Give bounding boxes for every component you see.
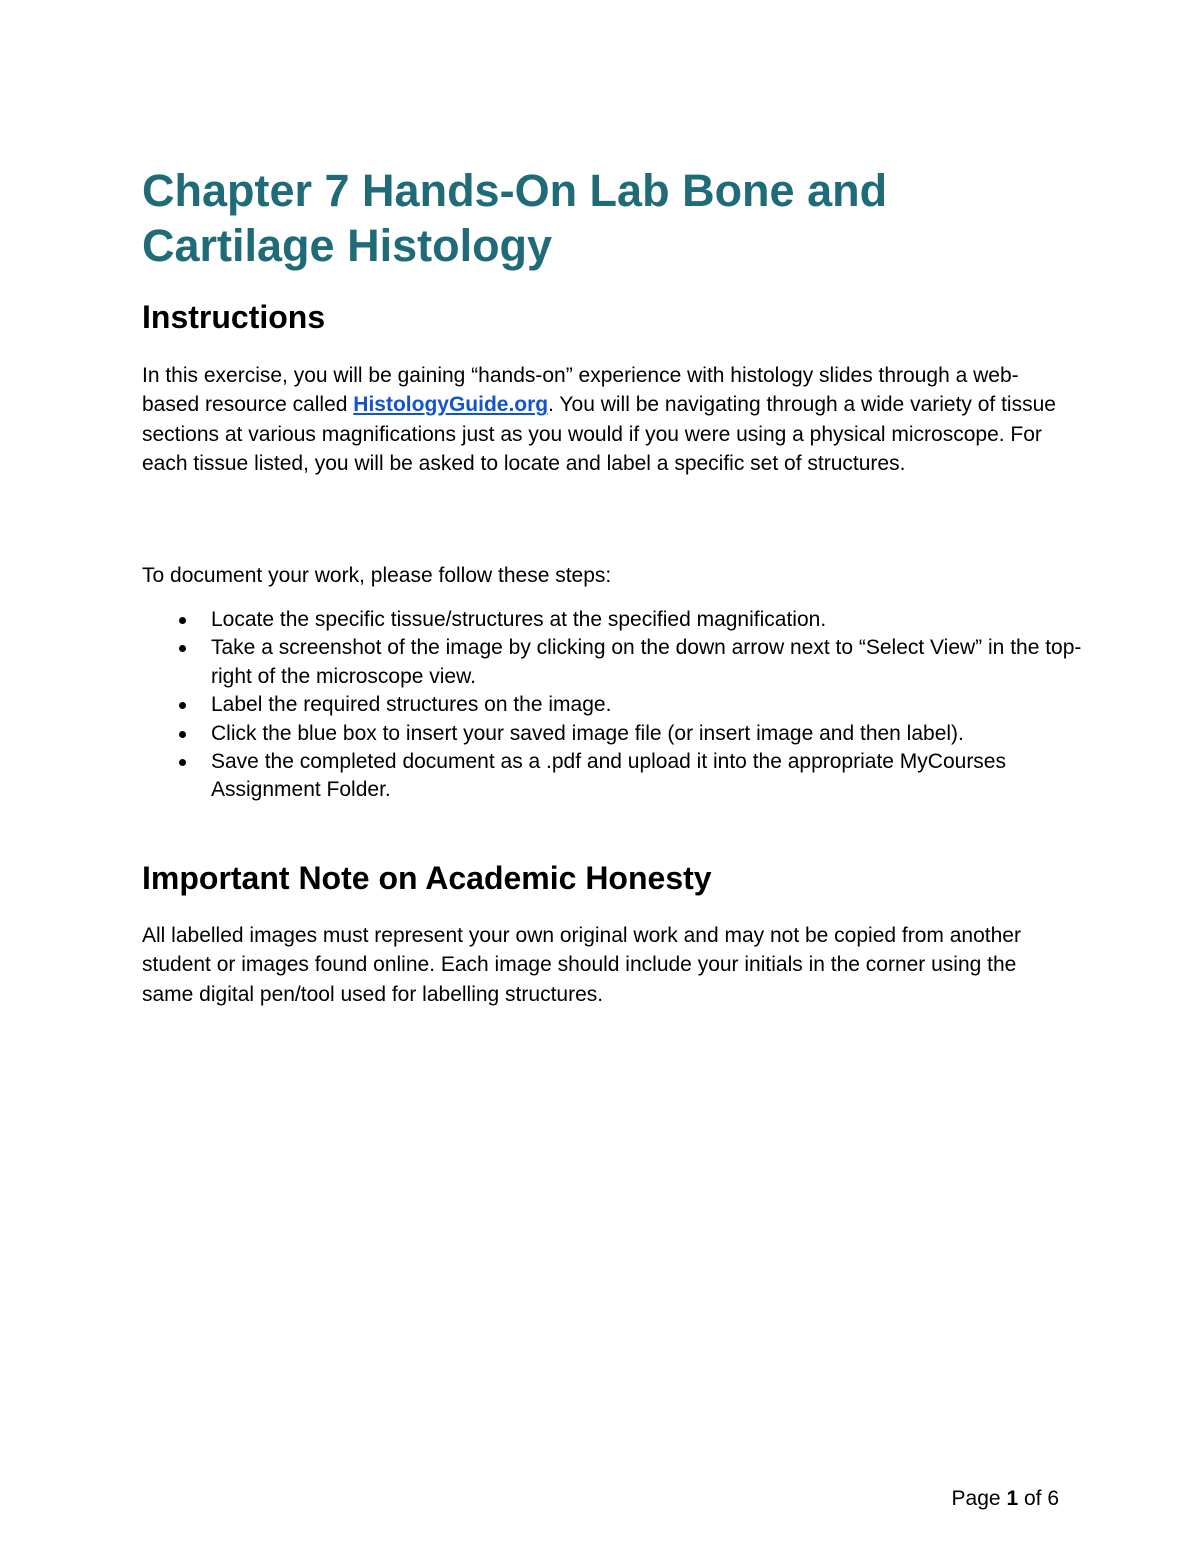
document-title: Chapter 7 Hands-On Lab Bone and Cartilage Histology bbox=[142, 165, 888, 271]
steps-list bbox=[142, 606, 1082, 805]
total-pages: 6 bbox=[1047, 1487, 1059, 1510]
instructions-intro-paragraph bbox=[142, 361, 1072, 479]
step-text: Label the required structures on the image. bbox=[211, 693, 612, 717]
step-item bbox=[142, 691, 1082, 719]
current-page-number: 1 bbox=[1006, 1487, 1019, 1510]
bullet-icon bbox=[179, 702, 186, 709]
histology-guide-link[interactable]: HistologyGuide.org bbox=[353, 393, 549, 417]
page-middle: of bbox=[1018, 1487, 1048, 1510]
bullet-icon bbox=[179, 759, 186, 766]
academic-honesty-heading: Important Note on Academic Honesty bbox=[142, 860, 712, 896]
page-number-footer bbox=[900, 1485, 1059, 1513]
step-item bbox=[142, 634, 1082, 691]
steps-intro-text: To document your work, please follow these steps: bbox=[142, 564, 612, 587]
intro-text-before-link: In this exercise, you will be gaining “hands-on” experience with histology slides through a web-based resource called bbox=[142, 364, 1019, 417]
intro-text-after-link: . You will be navigating through a wide variety of tissue sections at various magnifications just as you would if you were using a physical microscope. For each tissue listed, you will be asked to locate and label a specific set of structures. bbox=[142, 393, 1056, 476]
instructions-heading: Instructions bbox=[142, 299, 326, 335]
step-item bbox=[142, 720, 1082, 748]
step-text: Take a screenshot of the image by clicking on the down arrow next to “Select View” in the top-right of the microscope view. bbox=[211, 636, 1082, 688]
bullet-icon bbox=[179, 731, 186, 738]
step-text: Save the completed document as a .pdf and upload it into the appropriate MyCourses Assignment Folder. bbox=[211, 750, 1006, 802]
academic-honesty-paragraph: All labelled images must represent your own original work and may not be copied from another student or images found online. Each image should include your initials in the corner using the same digital pen/tool used for labelling structures. bbox=[142, 924, 1021, 1006]
page-prefix: Page bbox=[951, 1487, 1007, 1510]
step-text: Click the blue box to insert your saved image file (or insert image and then label). bbox=[211, 721, 964, 745]
step-item bbox=[142, 606, 1082, 634]
step-item bbox=[142, 748, 1082, 805]
step-text: Locate the specific tissue/structures at the specified magnification. bbox=[211, 608, 827, 631]
bullet-icon bbox=[179, 617, 186, 624]
bullet-icon bbox=[179, 645, 186, 652]
